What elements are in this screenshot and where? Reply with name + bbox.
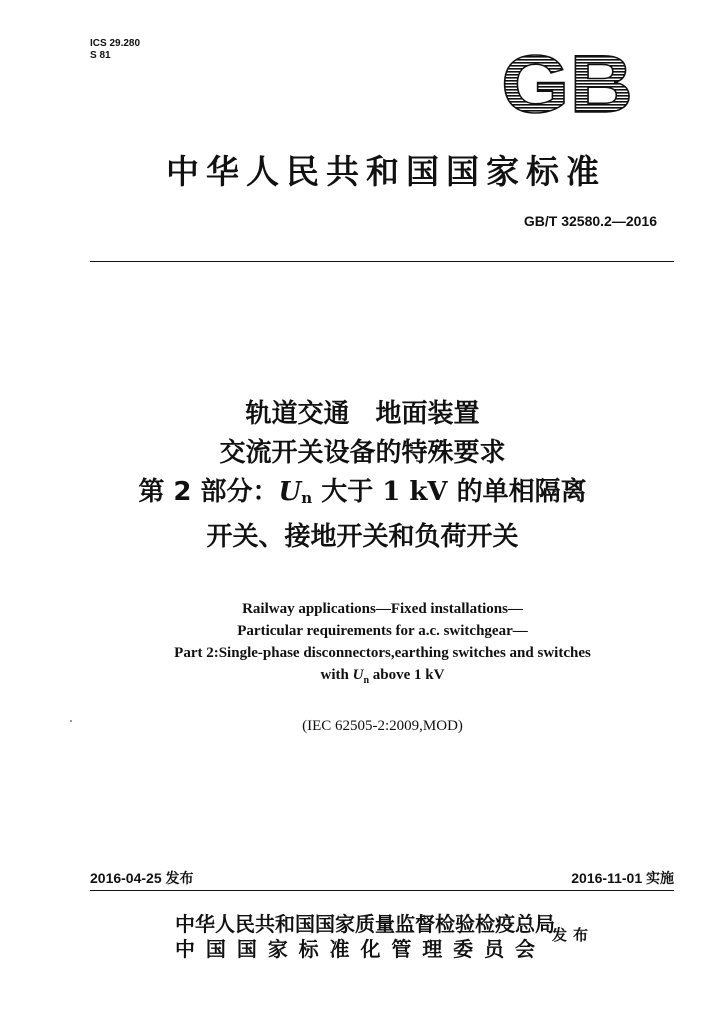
en-title-part: above 1 kV bbox=[369, 667, 445, 683]
ccs-code: S 81 bbox=[90, 50, 111, 61]
un-letter: U bbox=[352, 667, 364, 683]
classification-codes bbox=[90, 38, 140, 62]
gb-logo-text: GB bbox=[501, 44, 633, 119]
en-title-line-2: Particular requirements for a.c. switchgear— bbox=[237, 623, 528, 639]
cn-title-line-1: 轨道交通 地面装置 bbox=[245, 399, 480, 429]
en-title-line-3: Part 2:Single-phase disconnectors,earthing switches and switches bbox=[174, 645, 591, 661]
cn-title-part: 第 2 部分： bbox=[138, 477, 279, 507]
issuer-sac: 中国国家标准化管理委员会 bbox=[175, 937, 535, 961]
en-title-line-1: Railway applications—Fixed installations— bbox=[242, 601, 523, 617]
en-title-part: with bbox=[320, 667, 353, 683]
top-divider bbox=[90, 261, 674, 262]
english-title bbox=[100, 598, 665, 692]
un-letter: U bbox=[278, 477, 302, 507]
ics-code: ICS 29.280 bbox=[90, 38, 141, 49]
standard-number: GB/T 32580.2—2016 bbox=[523, 213, 657, 229]
voltage-value: 1 kV bbox=[382, 477, 448, 507]
dates-row bbox=[90, 868, 674, 892]
un-symbol bbox=[352, 667, 370, 686]
bottom-divider bbox=[90, 890, 674, 891]
un-symbol bbox=[279, 477, 313, 507]
cn-title-line-4: 开关、接地开关和负荷开关 bbox=[206, 522, 519, 552]
gb-logo-icon bbox=[497, 44, 637, 119]
un-subscript: n bbox=[301, 489, 313, 507]
implementation-date: 2016-11-01 实施 bbox=[571, 870, 674, 886]
iec-reference: (IEC 62505-2:2009,MOD) bbox=[302, 718, 463, 734]
issue-date: 2016-04-25 发布 bbox=[90, 870, 194, 886]
cn-title-part: 大于 bbox=[312, 477, 383, 507]
issuer-aqsiq: 中华人民共和国国家质量监督检验检疫总局 bbox=[175, 912, 555, 936]
cn-title-line-2: 交流开关设备的特殊要求 bbox=[219, 438, 506, 468]
national-standard-title: 中华人民共和国国家标准 bbox=[166, 152, 606, 191]
un-subscript: n bbox=[363, 675, 370, 686]
en-title-line-4 bbox=[100, 664, 665, 692]
chinese-title bbox=[90, 395, 635, 557]
cn-title-part: 的单相隔离 bbox=[447, 477, 587, 507]
cn-title-line-3 bbox=[90, 473, 635, 518]
publish-label: 发布 bbox=[552, 926, 595, 944]
scan-speck bbox=[70, 720, 72, 722]
